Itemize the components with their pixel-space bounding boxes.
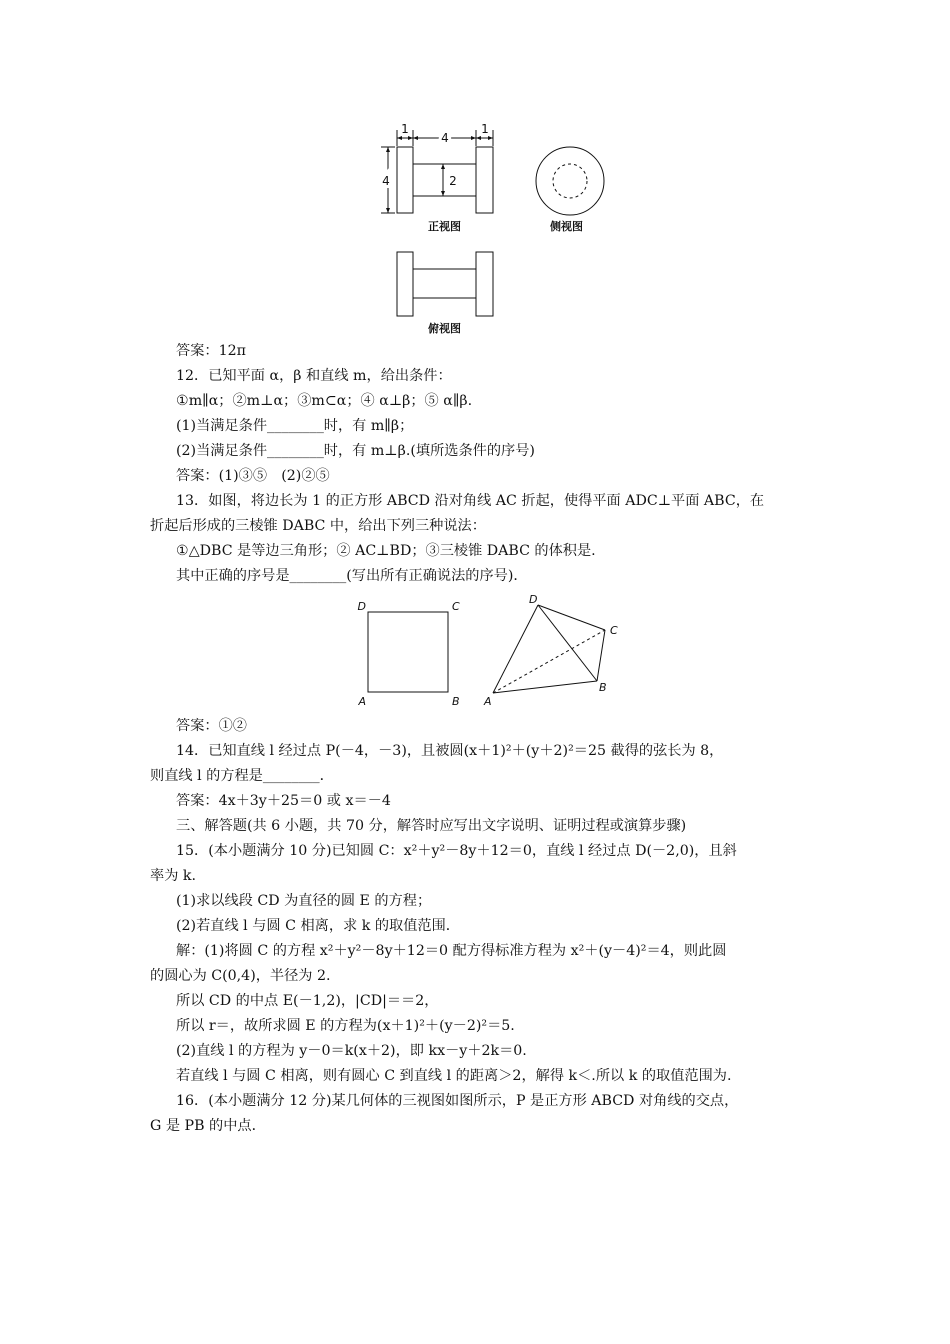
q13-stem2: 折起后形成的三棱锥 DABC 中，给出下列三种说法： — [150, 518, 486, 534]
square-label-d: D — [357, 600, 366, 613]
square-label-a: A — [358, 695, 366, 708]
q12-stem: 12．已知平面 α，β 和直线 m，给出条件： — [176, 368, 452, 384]
q13-statements: ①△DBC 是等边三角形；② AC⊥BD；③三棱锥 DABC 的体积是. — [176, 543, 596, 559]
dim-mid-label: 4 — [441, 131, 449, 145]
dim-inner-label: 2 — [449, 174, 457, 188]
tet-label-d: D — [529, 593, 538, 606]
q15-solution-5: (2)直线 l 的方程为 y－0＝k(x＋2)，即 kx－y＋2k＝0. — [176, 1043, 527, 1059]
tet-label-c: C — [610, 624, 618, 637]
q13-stem1: 13．如图，将边长为 1 的正方形 ABCD 沿对角线 AC 折起，使得平面 ADC⊥平面 ABC，在 — [176, 493, 765, 509]
q15-stem1: 15．(本小题满分 10 分)已知圆 C：x²＋y²－8y＋12＝0，直线 l 经过点 D(－2,0)，且斜 — [176, 843, 737, 859]
q12-part2: (2)当满足条件________时，有 m⊥β.(填所选条件的序号) — [176, 443, 535, 459]
dim-height-label: 4 — [382, 174, 390, 188]
dim-left-label: 1 — [401, 122, 409, 136]
q14-stem1: 14．已知直线 l 经过点 P(－4，－3)，且被圆(x＋1)²＋(y＋2)²＝25 截得的弦长为 8， — [176, 743, 724, 759]
q12-part1: (1)当满足条件________时，有 m∥β； — [176, 418, 414, 434]
top-view-caption: 俯视图 — [428, 322, 461, 335]
q15-solution-6: 若直线 l 与圆 C 相离，则有圆心 C 到直线 l 的距离＞2，解得 k＜.所以 k 的取值范围为. — [176, 1068, 732, 1084]
front-view-caption: 正视图 — [428, 220, 461, 233]
q16-stem1: 16．(本小题满分 12 分)某几何体的三视图如图所示，P 是正方形 ABCD 对角线的交点， — [176, 1093, 739, 1109]
q15-solution-4: 所以 r＝，故所求圆 E 的方程为(x＋1)²＋(y－2)²＝5. — [176, 1018, 515, 1034]
section3-heading: 三、解答题(共 6 小题，共 70 分，解答时应写出文字说明、证明过程或演算步骤) — [176, 818, 687, 834]
square-label-b: B — [452, 695, 460, 708]
q15-part2: (2)若直线 l 与圆 C 相离，求 k 的取值范围． — [176, 918, 460, 934]
q15-part1: (1)求以线段 CD 为直径的圆 E 的方程； — [176, 893, 432, 909]
tet-label-a: A — [484, 695, 492, 708]
q11-answer: 答案：12π — [176, 343, 246, 359]
q16-stem2: G 是 PB 的中点． — [150, 1118, 266, 1134]
dim-right-label: 1 — [481, 122, 489, 136]
tet-label-b: B — [599, 681, 607, 694]
q15-solution-3: 所以 CD 的中点 E(－1,2)，|CD|＝＝2， — [176, 993, 439, 1009]
q15-solution-1: 解：(1)将圆 C 的方程 x²＋y²－8y＋12＝0 配方得标准方程为 x²＋(y－4)²＝4，则此圆 — [176, 943, 727, 959]
q13-answer: 答案：①② — [176, 718, 247, 734]
q14-answer: 答案：4x＋3y＋25＝0 或 x＝－4 — [176, 793, 391, 809]
q15-solution-2: 的圆心为 C(0,4)，半径为 2. — [150, 968, 331, 984]
side-view-caption: 侧视图 — [550, 220, 583, 233]
q12-answer: 答案：(1)③⑤ (2)②⑤ — [176, 468, 330, 484]
q12-conditions: ①m∥α；②m⊥α；③m⊂α；④ α⊥β；⑤ α∥β. — [176, 393, 473, 409]
q15-stem2: 率为 k. — [150, 868, 196, 884]
q13-ask: 其中正确的序号是________(写出所有正确说法的序号)． — [176, 568, 528, 584]
square-label-c: C — [452, 600, 460, 613]
q14-stem2: 则直线 l 的方程是________． — [150, 768, 334, 784]
